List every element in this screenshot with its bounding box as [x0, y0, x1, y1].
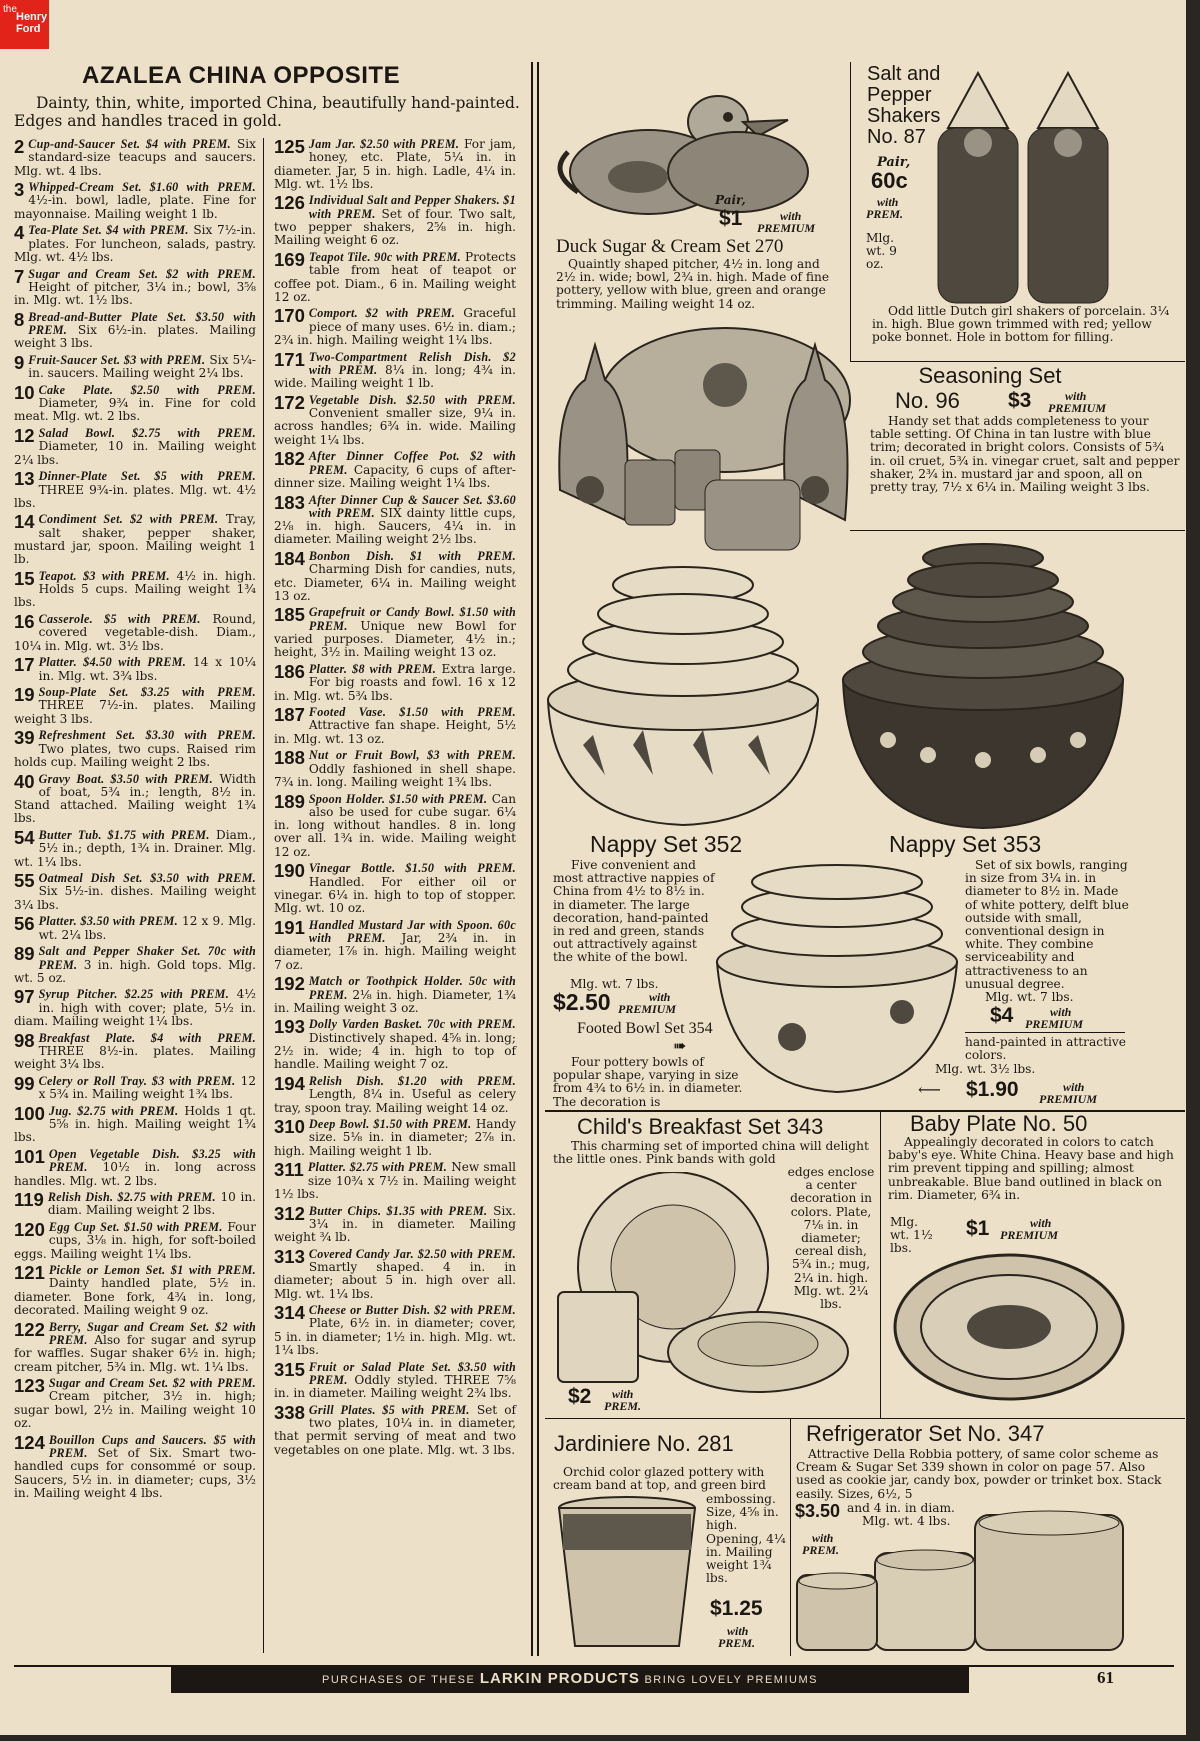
- item-number: 121: [14, 1262, 45, 1284]
- nappy-352-text: Five convenient and most attractive nappies of China from 4½ to 8½ in. in diameter. The large decoration, hand-painted in red and green, stands out attractively against the white of the bowl.: [553, 858, 715, 965]
- catalog-entry: [274, 1161, 516, 1201]
- item-description: Two plates, two cups. Raised rim holds cup. Mailing weight 2 lbs.: [14, 741, 256, 769]
- item-description: Four cups, 3⅛ in. high, for soft-boiled eggs. Mailing weight 1¼ lbs.: [14, 1219, 256, 1261]
- item-heading: Salt and Pepper Shaker Set. 70c with PREM.: [38, 944, 256, 972]
- item-heading: Platter. $4.50 with PREM.: [38, 655, 187, 670]
- item-number: 8: [14, 308, 25, 330]
- item-description: Plate, 6½ in. in diameter; cover, 5 in. in diameter; 1½ in. high. Mlg. wt. 1¼ lbs.: [274, 1316, 516, 1358]
- column-divider: [531, 62, 533, 1656]
- catalog-entry: [274, 790, 516, 859]
- item-heading: Refreshment Set. $3.30 with PREM.: [38, 728, 256, 743]
- item-description: Set of two plates, 10¼ in. in diameter, that permit serving of meat and two vegetables on one plate. Mlg. wt. 3 lbs.: [274, 1402, 516, 1457]
- item-number: 40: [14, 770, 35, 792]
- item-heading: Grapefruit or Candy Bowl. $1.50 with PREM.: [308, 605, 516, 633]
- item-number: 56: [14, 913, 35, 935]
- item-heading: Salad Bowl. $2.75 with PREM.: [38, 426, 256, 441]
- item-heading: Relish Dish. $1.20 with PREM.: [308, 1073, 516, 1088]
- item-description: 12 x 5¾ in. Mailing weight 1¾ lbs.: [38, 1073, 257, 1102]
- divider: [790, 1418, 791, 1656]
- item-number: 312: [274, 1202, 305, 1224]
- item-heading: Bread-and-Butter Plate Set. $3.50 with PREM.: [28, 309, 256, 338]
- item-description: Six standard-size teacups and saucers. Mlg. wt. 4 lbs.: [14, 137, 256, 178]
- duck-text: Quaintly shaped pitcher, 4½ in. long and 2½ in. wide; bowl, 2¾ in. high. Made of fine pottery, yellow with blue, green and orange trimming. Mailing weight 14 oz.: [556, 257, 830, 311]
- item-description: Height of pitcher, 3¼ in.; bowl, 3⅝ in. Mlg. wt. 1½ lbs.: [14, 279, 256, 308]
- item-number: 4: [14, 222, 25, 244]
- item-description: Extra large. For big roasts and fowl. 16 x 12 in. Mlg. wt. 5¾ lbs.: [274, 661, 516, 703]
- item-number: 194: [274, 1072, 305, 1094]
- item-description: THREE 7½-in. plates. Mailing weight 3 lbs.: [14, 698, 256, 726]
- catalog-entry: [274, 248, 516, 304]
- item-heading: Condiment Set. $2 with PREM.: [38, 512, 219, 527]
- item-heading: Footed Vase. $1.50 with PREM.: [308, 705, 516, 720]
- catalog-entry: [14, 1145, 256, 1188]
- item-number: 98: [14, 1029, 35, 1051]
- catalog-entry: [14, 729, 256, 769]
- shakers-text: Odd little Dutch girl shakers of porcelain. 3¼ in. high. Blue gown trimmed with red; yellow poke bonnet. Hole in bottom for filling.: [872, 304, 1170, 345]
- item-description: Can also be used for cube sugar. 6¼ in. long without handles. 8 in. long over all. 1¾ in. wide. Mailing weight 12 oz.: [274, 791, 516, 859]
- catalog-entry: [274, 862, 516, 915]
- catalog-entry: [274, 391, 516, 447]
- item-description: 4½ in. high. Holds 5 cups. Mailing weight 1¾ lbs.: [14, 568, 256, 610]
- nappy-353-title: Nappy Set 353: [889, 831, 1042, 857]
- refrigerator-price: $3.50: [795, 1501, 841, 1521]
- catalog-entry: [14, 1072, 257, 1102]
- catalog-entry: [14, 656, 256, 683]
- item-number: 12: [14, 425, 35, 447]
- item-number: 100: [14, 1102, 45, 1124]
- item-description: Six 6½-in. plates. Mailing weight 3 lbs.: [14, 323, 256, 351]
- item-number: 123: [14, 1375, 45, 1397]
- item-number: 125: [274, 136, 305, 157]
- item-heading: Open Vegetable Dish. $3.25 with PREM.: [48, 1146, 256, 1175]
- column-divider: [537, 62, 539, 1656]
- item-description: Protects table from heat of teapot or coffee pot. Diam., 6 in. Mailing weight 12 oz.: [274, 249, 516, 304]
- divider: [965, 1032, 1125, 1033]
- item-heading: Dinner-Plate Set. $5 with PREM.: [38, 469, 256, 484]
- item-heading: Cheese or Butter Dish. $2 with PREM.: [308, 1303, 516, 1318]
- item-heading: Oatmeal Dish Set. $3.50 with PREM.: [38, 871, 256, 886]
- item-description: Oddly styled. THREE 7⅝ in. in diameter. Mailing weight 2¾ lbs.: [274, 1372, 516, 1401]
- item-heading: Relish Dish. $2.75 with PREM.: [47, 1190, 216, 1205]
- item-description: Six 7½-in. plates. For luncheon, salads, pastry. Mlg. wt. 4½ lbs.: [14, 223, 256, 264]
- catalog-entry: [274, 1304, 516, 1357]
- item-description: 8¼ in. long; 4¾ in. wide. Mailing weight 1 lb.: [274, 362, 516, 391]
- duck-price: $1: [719, 207, 743, 230]
- footed-title: Footed Bowl Set 354: [577, 1020, 713, 1037]
- item-description: Smartly shaped. 4 in. in diameter; about 5 in. high over all. Mlg. wt. 1¼ lbs.: [274, 1259, 516, 1301]
- catalog-entry: [274, 1401, 516, 1457]
- catalog-entry: [14, 872, 256, 912]
- catalog-entry: [274, 138, 516, 191]
- catalog-entry: [274, 1118, 516, 1158]
- item-description: Unique new Bowl for varied purposes. Diameter, 4½ in.; height, 3½ in. Mailing weight 13 oz.: [274, 618, 516, 660]
- item-number: 170: [274, 305, 305, 327]
- divider: [880, 1110, 881, 1418]
- item-number: 2: [14, 136, 25, 157]
- refrigerator-text: Attractive Della Robbia pottery, of same color scheme as Cream & Sugar Set 339 shown in color on page 57. Also used as cookie jar, candy box, powder or trinket box. Stack easily. Sizes, 6½, 5: [796, 1447, 1162, 1501]
- catalog-entry: [14, 427, 256, 467]
- item-description: Six 5¼-in. saucers. Mailing weight 2¼ lbs.: [28, 352, 256, 381]
- item-number: 89: [14, 943, 35, 965]
- item-description: 4½ in. high with cover; plate, 5½ in. diam. Mailing weight 1¼ lbs.: [14, 987, 256, 1029]
- catalog-entry: [14, 224, 256, 264]
- seasoning-price: $3: [1008, 389, 1032, 412]
- item-heading: Breakfast Plate. $4 with PREM.: [38, 1030, 256, 1045]
- catalog-entry: [274, 660, 516, 703]
- item-description: SIX dainty little cups, 2⅛ in. high. Saucers, 4¼ in. in diameter. Mailing weight 2½ lbs.: [274, 505, 516, 547]
- divider: [850, 62, 851, 362]
- shakers-title: Salt and Pepper Shakers No. 87: [867, 63, 941, 148]
- item-heading: Grill Plates. $5 with PREM.: [308, 1402, 470, 1417]
- item-number: 9: [14, 351, 25, 373]
- item-number: 15: [14, 567, 35, 589]
- item-description: 10 in. diam. Mailing weight 2 lbs.: [47, 1190, 256, 1218]
- item-number: 193: [274, 1016, 305, 1038]
- item-description: Cream pitcher, 3½ in. high; sugar bowl, 2½ in. Mailing weight 10 oz.: [14, 1389, 256, 1431]
- item-description: Capacity, 6 cups of after-dinner size. Mailing weight 1¼ lbs.: [274, 462, 516, 490]
- item-description: Round, covered vegetable-dish. Diam., 10¼ in. Mlg. wt. 3½ lbs.: [14, 612, 256, 653]
- item-heading: Two-Compartment Relish Dish. $2 with PREM.: [308, 349, 516, 377]
- catalog-entry: [274, 194, 516, 247]
- item-heading: Deep Bowl. $1.50 with PREM.: [308, 1117, 472, 1132]
- item-description: Handled. For either oil or vinegar. 6¼ in. high to top of stopper. Mlg. wt. 10 oz.: [274, 874, 516, 916]
- item-description: Jar, 2¾ in. in diameter, 1⅞ in. high. Mailing weight 7 oz.: [274, 931, 516, 972]
- item-heading: Cup-and-Saucer Set. $4 with PREM.: [28, 137, 231, 151]
- catalog-entry: [274, 547, 516, 603]
- item-number: 190: [274, 860, 305, 882]
- catalog-entry: [14, 1191, 256, 1218]
- item-number: 55: [14, 870, 35, 892]
- item-description: Convenient smaller size, 9¼ in. across handles; 6¾ in. wide. Mailing weight 1¼ lbs.: [274, 406, 516, 447]
- item-description: 10½ in. long across handles. Mlg. wt. 2 lbs.: [14, 1160, 256, 1188]
- footed-bowl-illustration: [712, 862, 967, 1107]
- item-description: Graceful piece of many uses. 6½ in. diam.; 2¾ in. high. Mailing weight 1¼ lbs.: [274, 306, 517, 348]
- item-number: 39: [14, 727, 35, 749]
- item-heading: Gravy Boat. $3.50 with PREM.: [38, 771, 213, 786]
- item-description: Length, 8¼ in. Useful as celery tray, spoon tray. Mailing weight 14 oz.: [274, 1087, 516, 1115]
- item-description: 14 x 10¼ in. Mlg. wt. 3¾ lbs.: [38, 655, 256, 683]
- item-heading: Fruit-Saucer Set. $3 with PREM.: [28, 352, 206, 367]
- catalog-entry: [14, 567, 256, 610]
- item-number: 338: [274, 1401, 305, 1423]
- item-heading: Match or Toothpick Holder. 50c with PREM.: [308, 974, 516, 1002]
- catalog-entry: [14, 351, 256, 381]
- nappy-353-text: Set of six bowls, ranging in size from 3¼ in. in diameter to 8½ in. Made of white pottery, delft blue outside with small, conventional design in white. They combine serviceability and attractiveness to an unusual degree.: [965, 858, 1129, 991]
- catalog-entry: [274, 749, 516, 789]
- duck-title: Duck Sugar & Cream Set 270: [556, 236, 784, 257]
- item-number: 192: [274, 973, 305, 995]
- catalog-entry: [14, 1431, 256, 1500]
- catalog-entry: [14, 770, 257, 826]
- item-heading: Dolly Varden Basket. 70c with PREM.: [308, 1017, 516, 1032]
- item-description: Distinctively shaped. 4⅝ in. long; 2½ in. wide; 4 in. high to top of handle. Mailing weight 7 oz.: [274, 1030, 516, 1072]
- item-description: Oddly fashioned in shell shape. 7¾ in. long. Mailing weight 1¾ lbs.: [274, 761, 516, 789]
- henry-ford-logo[interactable]: the Henry Ford: [0, 0, 49, 49]
- item-number: 313: [274, 1245, 305, 1267]
- seasoning-text: Handy set that adds completeness to your table setting. Of China in tan lustre with blue trim; decorated in bright colors. Consists of 5¾ in. oil cruet, 5¾ in. vinegar cruet, salt and pepper shaker, 2¾ in. mustard jar and spoon, all on pretty tray, 7½ x 6¼ in. Mailing weight 3 lbs.: [870, 414, 1180, 495]
- item-heading: Cake Plate. $2.50 with PREM.: [38, 382, 256, 397]
- item-heading: Teapot. $3 with PREM.: [38, 568, 170, 583]
- item-description: Attractive fan shape. Height, 5½ in. Mlg. wt. 13 oz.: [274, 718, 516, 746]
- catalog-entry: [14, 988, 256, 1028]
- item-heading: Egg Cup Set. $1.50 with PREM.: [48, 1219, 223, 1234]
- item-heading: After Dinner Coffee Pot. $2 with PREM.: [308, 449, 516, 477]
- refrigerator-set-illustration: [795, 1505, 1130, 1653]
- item-description: 4½-in. bowl, ladle, plate. Fine for mayonnaise. Mailing weight 1 lb.: [14, 193, 256, 221]
- catalog-entry: [14, 381, 256, 424]
- catalog-entry: [274, 606, 516, 659]
- item-number: 101: [14, 1145, 45, 1167]
- item-heading: Jug. $2.75 with PREM.: [48, 1103, 179, 1118]
- catalog-entry: [14, 1029, 256, 1072]
- catalog-entry: [14, 1318, 256, 1374]
- item-description: Diameter, 9¾ in. Fine for cold meat. Mlg. wt. 2 lbs.: [14, 396, 256, 424]
- catalog-entry: [14, 915, 256, 942]
- item-number: 99: [14, 1072, 35, 1094]
- item-number: 188: [274, 747, 305, 769]
- item-description: 12 x 9. Mlg. wt. 2¼ lbs.: [38, 914, 256, 942]
- jardiniere-illustration: [555, 1496, 705, 1651]
- item-heading: Teapot Tile. 90c with PREM.: [308, 249, 461, 264]
- item-description: Tray, salt shaker, pepper shaker, mustard jar, spoon. Mailing weight 1 lb.: [14, 512, 256, 567]
- item-number: 19: [14, 684, 35, 706]
- catalog-page: the Henry Ford AZALEA CHINA OPPOSITE Dainty, thin, white, imported China, beautifully hand-painted. Edges and handles traced in gold. 2 Cup-and-Saucer Set. $4 with PREM. Six standard-size teacups and saucers. Mlg. wt. 4 lbs. 3 Whipped-Cream Set. $1.60 with PREM. 4½-in. bowl, ladle, plate. Fine for mayonnaise. Mailing weight 1 lb. 4 Tea-Plate Set. $4 with PREM. Six 7½-in. plates. For luncheon, salads, pastry. Mlg. wt. 4½ lbs. 7 Sugar and Cream Set. $2 with PREM. Height of pitcher, 3¼ in.; bowl, 3⅝ in. Mlg. wt. 1½ lbs. 8 Bread-and-Butter Plate Set. $3.50 with PREM. Six 6½-in. plates. Mailing weight 3 lbs. 9 Fruit-Saucer Set. $3 with PREM. Six 5¼-in. saucers. Mailing weight 2¼ lbs. 10 Cake Plate. $2.50 with PREM. Diameter, 9¾ in. Fine for cold meat. Mlg. wt. 2 lbs. 12 Salad Bowl. $2.75 with PREM. Diameter, 10 in. Mailing weight 2¼ lbs. 13 Dinner-Plate Set. $5 with PREM. THREE 9¾-in. plates. Mlg. wt. 4½ lbs. 14 Condiment Set. $2 with PREM. Tray, salt shaker, pepper shaker, mustard jar, spoon. Mailing weight 1 lb. 15 Teapot. $3 with PREM. 4½ in. high. Holds 5 cups. Mailing weight 1¾ lbs. 16 Casserole. $5 with PREM. Round, covered vegetable-dish. Diam., 10¼ in. Mlg. wt. 3½ lbs. 17 Platter. $4.50 with PREM. 14 x 10¼ in. Mlg. wt. 3¾ lbs. 19 Soup-Plate Set. $3.25 with PREM. THREE 7½-in. plates. Mailing weight 3 lbs. 39 Refreshment Set. $3.30 with PREM. Two plates, two cups. Raised rim holds cup. Mailing weight 2 lbs. 40 Gravy Boat. $3.50 with PREM. Width of boat, 5¾ in.; length, 8½ in. Stand attached. Mailing weight 1¾ lbs. 54 Butter Tub. $1.75 with PREM. Diam., 5½ in.; depth, 1¾ in. Drainer. Mlg. wt. 1¼ lbs. 55 Oatmeal Dish Set. $3.50 with PREM. Six 5½-in. dishes. Mailing weight 3¼ lbs. 56 Platter. $3.50 with PREM. 12 x 9. Mlg. wt. 2¼ lbs. 89 Salt and Pepper Shaker Set. 70c with PREM. 3 in. high. Gold tops. Mlg. wt. 5 oz. 97 Syrup Pitcher. $2.25 with PREM. 4½ in. high with cover; plate, 5½ in. diam. Mailing weight 1¼ lbs. 98 Breakfast Plate. $4 with PREM. THREE 8½-in. plates. Mailing weight 3¼ lbs. 99 Celery or Roll Tray. $3 with PREM. 12 x 5¾ in. Mailing weight 1¾ lbs. 100 Jug. $2.75 with PREM. Holds 1 qt. 5⅝ in. high. Mailing weight 1¾ lbs. 101 Open Vegetable Dish. $3.25 with PREM. 10½ in. long across handles. Mlg. wt. 2 lbs. 119 Relish Dish. $2.75 with PREM. 10 in. diam. Mailing weight 2 lbs. 120 Egg Cup Set. $1.50 with PREM. Four cups, 3⅛ in. high, for soft-boiled eggs. Mailing weight 1¼ lbs. 121 Pickle or Lemon Set. $1 with PREM. Dainty handled plate, 5½ in. diameter. Bone fork, 4¾ in. long, decorated. Mailing weight 9 oz. 122 Berry, Sugar and Cream Set. $2 with PREM. Also for sugar and syrup for waffles. Sugar shaker 6½ in. high; cream pitcher, 5¾ in. Mlg. wt. 1¼ lbs. 123 Sugar and Cream Set. $2 with PREM. Cream pitcher, 3½ in. high; sugar bowl, 2½ in. Mailing weight 10 oz. 124 Bouillon Cups and Saucers. $5 with PREM. Set of Six. Smart two-handled cups for consommé or soup. Saucers, 5½ in. in diameter; cups, 3½ in. Mailing weight 4 lbs. 125 Jam Jar. $2.50 with PREM. For jam, honey, etc. Plate, 5¼ in. in diameter. Jar, 5 in. high. Ladle, 4¼ in. Mlg. wt. 1½ lbs. 126 Individual Salt and Pepper Shakers. $1 with PREM. Set of four. Two salt, two pepper shakers, 2⅝ in. high. Mailing weight 6 oz. 169 Teapot Tile. 90c with PREM. Protects table from heat of teapot or coffee pot. Diam., 6 in. Mailing weight 12 oz. 170 Comport. $2 with PREM. Graceful piece of many uses. 6½ in. diam.; 2¾ in. high. Mailing weight 1¼ lbs. 171 Two-Compartment Relish Dish. $2 with PREM. 8¼ in. long; 4¾ in. wide. Mailing weight 1 lb. 172 Vegetable Dish. $2.50 with PREM. Convenient smaller size, 9¼ in. across handles; 6¾ in. wide. Mailing weight 1¼ lbs. 182 After Dinner Coffee Pot. $2 with PREM. Capacity, 6 cups of after-dinner size. Mailing weight 1¼ lbs. 183 After Dinner Cup & Saucer Set. $3.60 with PREM. SIX dainty little cups, 2⅛ in. high. Saucers, 4¼ in. in diameter. Mailing weight 2½ lbs. 184 Bonbon Dish. $1 with PREM. Charming Dish for candies, nuts, etc. Diameter, 6¼ in. Mailing weight 13 oz. 185 Grapefruit or Candy Bowl. $1.50 with PREM. Unique new Bowl for varied purposes. Diameter, 4½ in.; height, 3½ in. Mailing weight 13 oz. 186 Platter. $8 with PREM. Extra large. For big roasts and fowl. 16 x 12 in. Mlg. wt. 5¾ lbs. 187 Footed Vase. $1.50 with PREM. Attractive fan shape. Height, 5½ in. Mlg. wt. 13 oz. 188 Nut or Fruit Bowl, $3 with PREM. Oddly fashioned in shell shape. 7¾ in. long. Mailing weight 1¾ lbs. 189 Spoon Holder. $1.50 with PREM. Can also be used for cube sugar. 6¼ in. long without handles. 8 in. long over all. 1¾ in. wide. Mailing weight 12 oz. 190 Vinegar Bottle. $1.50 with PREM. Handled. For either oil or vinegar. 6¼ in. high to top of stopper. Mlg. wt. 10 oz. 191 Handled Mustard Jar with Spoon. 60c with PREM. Jar, 2¾ in. in diameter, 1⅞ in. high. Mailing weight 7 oz. 192 Match or Toothpick Holder. 50c with PREM. 2⅛ in. high. Diameter, 1¾ in. Mailing weight 3 oz. 193 Dolly Varden Basket. 70c with PREM. Distinctively shaped. 4⅝ in. long; 2½ in. wide; 4 in. high to top of handle. Mailing weight 7 oz. 194 Relish Dish. $1.20 with PREM. Length, 8¼ in. Useful as celery tray, spoon tray. Mailing weight 14 oz. 310 Deep Bowl. $1.50 with PREM. Handy size. 5⅛ in. in diameter; 2⅞ in. high. Mailing weight 1 lb. 311 Platter. $2.75 with PREM. New small size 10¾ x 7½ in. Mailing weight 1½ lbs. 312 Butter Chips. $1.35 with PREM. Six. 3¼ in. in diameter. Mailing weight ¾ lb. 313 Covered Candy Jar. $2.50 with PREM. Smartly shaped. 4 in. in diameter; about 5 in. high over all. Mlg. wt. 1¼ lbs. 314 Cheese or Butter Dish. $2 with PREM. Plate, 6½ in. in diameter; cover, 5 in. in diameter; 1½ in. high. Mlg. wt. 1¼ lbs. 315 Fruit or Salad Plate Set. $3.50 with PREM. Oddly styled. THREE 7⅝ in. in diameter. Mailing weight 2¾ lbs. 338 Grill Plates. $5 with PREM. Set of two plates, 10¼ in. in diameter, that permit serving of meat and two vegetables on one plate. Mlg. wt. 3 lbs. Pair, $1 with PREMIUM Duck Sugar & Cream Set 270 Quaintly shaped pitcher, 4½ in. long and 2½ in. wide; bowl, 2¾ in. high. Made of fine pottery, yellow with blue, green and orange trimming. Mailing weight 14 oz. Salt and Pepper Shakers No. 87 Pair, 60c with PREM. Mlg. wt. 9 oz. Odd little Dutch girl shakers of porcelain. 3¼ in. high. Blue gown trimmed with red; yellow poke bonnet. Hole in bottom for filling. Seasoning Set No. 96 $3 with PREMIUM Handy set that adds completeness to your table setting. Of China in tan lustre with blue trim; decorated in bright colors. Consists of 5¾ in. oil cruet, 5¾ in. vinegar cruet, salt and pepper shaker, 2¾ in. mustard jar and spoon, all on pretty tray, 7½ x 6¼ in. Mailing weight 3 lbs. Nappy Set 352 Nappy Set 353 Five convenient and most attractive nappies of China from 4½ to 8½ in. in diameter. The large decoration, hand-painted in red and green, stands out attractively against the white of the bowl. Mlg. wt. 7 lbs. $2.50 with PREMIUM Footed Bowl Set 354 ➠ Four pottery bowls of popular shape, varying in size from 4¾ to 6½ in. in diameter. The decoration is Set of six bowls, ranging in size from 3¼ in. in diameter to 8½ in. Made of white pottery, delft blue outside with small, conventional design in white. They combine serviceability and attractiveness to an unusual degree. Mlg. wt. 7 lbs. $4 with PREMIUM hand-painted in attractive colors. Mlg. wt. 3½ lbs. ⟵ $1.90 with PREMIUM Child's Breakfast Set 343 This charming set of imported china will delight the little ones. Pink bands with gold edges enclose a center decoration in colors. Plate, 7⅛ in. in diameter; cereal dish, 5¾ in.; mug, 2¼ in. high. Mlg. wt. 2¼ lbs. $2 with PREM. Baby Plate No. 50 Appealingly decorated in colors to catch baby's eye. White China. Heavy base and high rim prevent tipping and spilling; almost unbreakable. Blue band outlined in black on rim. Diameter, 6¾ in. Mlg. wt. 1½ lbs. $1 with PREMIUM Jardiniere No. 281 Orchid color glazed pottery with cream band at top, and green bird embossing. Size, 4⅝ in. high. Opening, 4¼ in. Mailing weight 1¾ lbs. $1.25 with PREM. Refrigerator Set No. 347 Attractive Della Robbia pottery, of same color scheme as Cream & Sugar Set 339 shown in color on page 57. Also used as cookie jar, candy box, powder or trinket box. Stack easily. Sizes, 6½, 5 and 4 in. in diam. Mlg. wt. 4 lbs. $3.50 with PREM. PURCHASES OF THESE LARKIN PRODUCTS BRING LOVELY PREMIUMS 61: [0, 0, 1186, 1735]
- item-number: 122: [14, 1318, 45, 1340]
- item-number: 14: [14, 511, 35, 533]
- catalog-entry: [274, 348, 516, 391]
- column-divider: [263, 138, 264, 1653]
- catalog-entry: [274, 975, 516, 1015]
- catalog-entry: [274, 916, 516, 972]
- breakfast-price: $2: [568, 1385, 592, 1408]
- catalog-entry: [14, 181, 256, 221]
- catalog-entry: [14, 265, 256, 308]
- item-heading: After Dinner Cup & Saucer Set. $3.60 with PREM.: [308, 492, 516, 520]
- item-description: Charming Dish for candies, nuts, etc. Diameter, 6¼ in. Mailing weight 13 oz.: [274, 562, 516, 603]
- item-list-column-2: [274, 138, 516, 1460]
- baby-plate-price: $1: [966, 1217, 990, 1240]
- catalog-entry: [14, 1218, 256, 1261]
- item-heading: Comport. $2 with PREM.: [308, 306, 456, 321]
- shakers-price: 60c: [871, 168, 908, 193]
- item-heading: Celery or Roll Tray. $3 with PREM.: [38, 1073, 236, 1088]
- catalog-entry: [274, 1202, 516, 1245]
- item-heading: Sugar and Cream Set. $2 with PREM.: [48, 1376, 256, 1391]
- item-number: 185: [274, 604, 305, 626]
- jardiniere-title: Jardiniere No. 281: [554, 1431, 734, 1456]
- item-number: 187: [274, 704, 305, 726]
- item-heading: Butter Chips. $1.35 with PREM.: [308, 1203, 488, 1218]
- item-heading: Individual Salt and Pepper Shakers. $1 with PREM.: [308, 193, 516, 221]
- item-heading: Butter Tub. $1.75 with PREM.: [38, 828, 210, 842]
- item-number: 182: [274, 448, 305, 470]
- catalog-entry: [14, 1264, 256, 1317]
- item-heading: Vegetable Dish. $2.50 with PREM.: [308, 392, 516, 407]
- item-number: 169: [274, 248, 305, 270]
- item-number: 16: [14, 611, 35, 633]
- item-description: Diameter, 10 in. Mailing weight 2¼ lbs.: [14, 439, 256, 467]
- divider: [850, 361, 1185, 362]
- catalog-entry: [14, 945, 256, 985]
- baby-plate-illustration: [893, 1245, 1125, 1403]
- item-number: 186: [274, 660, 305, 682]
- item-description: 2⅛ in. high. Diameter, 1¾ in. Mailing weight 3 oz.: [274, 987, 516, 1015]
- nappy-352-title: Nappy Set 352: [590, 831, 743, 857]
- item-number: 314: [274, 1302, 305, 1324]
- item-list-column-1: [14, 138, 256, 1503]
- item-number: 97: [14, 986, 35, 1008]
- item-heading: Whipped-Cream Set. $1.60 with PREM.: [28, 180, 256, 195]
- item-number: 184: [274, 547, 305, 569]
- item-heading: Soup-Plate Set. $3.25 with PREM.: [38, 685, 256, 700]
- item-number: 120: [14, 1218, 45, 1240]
- item-description: Set of Six. Smart two-handled cups for consommé or soup. Saucers, 5½ in. in diameter; cups, 3½ in. Mailing weight 4 lbs.: [14, 1445, 256, 1500]
- catalog-entry: [274, 1018, 516, 1071]
- jardiniere-text: Orchid color glazed pottery with cream band at top, and green bird: [553, 1465, 766, 1493]
- seasoning-set-illustration: [545, 320, 863, 560]
- nappy-352-price: $2.50: [553, 989, 611, 1015]
- item-heading: Handled Mustard Jar with Spoon. 60c with PREM.: [308, 917, 516, 946]
- catalog-entry: [274, 491, 516, 547]
- catalog-entry: [14, 470, 256, 510]
- dutch-girl-shakers-illustration: [928, 68, 1128, 308]
- item-description: Dainty handled plate, 5½ in. diameter. Bone fork, 4¾ in. long, decorated. Mailing weight 9 oz.: [14, 1276, 256, 1318]
- footed-text: Four pottery bowls of popular shape, varying in size from 4¾ to 6½ in. in diameter. The decoration is: [553, 1055, 743, 1109]
- item-description: Holds 1 qt. 5⅝ in. high. Mailing weight 1¾ lbs.: [14, 1103, 256, 1145]
- item-number: 171: [274, 348, 305, 370]
- baby-plate-title: Baby Plate No. 50: [910, 1111, 1088, 1136]
- item-heading: Jam Jar. $2.50 with PREM.: [308, 137, 460, 151]
- item-heading: Bonbon Dish. $1 with PREM.: [308, 548, 516, 563]
- item-number: 10: [14, 381, 35, 403]
- item-number: 311: [274, 1159, 304, 1181]
- catalog-entry: [274, 307, 516, 347]
- item-heading: Syrup Pitcher. $2.25 with PREM.: [38, 987, 230, 1002]
- item-heading: Vinegar Bottle. $1.50 with PREM.: [308, 861, 516, 876]
- item-description: Diam., 5½ in.; depth, 1¾ in. Drainer. Mlg. wt. 1¼ lbs.: [14, 828, 256, 869]
- breakfast-set-illustration: [553, 1172, 853, 1412]
- item-heading: Platter. $8 with PREM.: [308, 661, 437, 676]
- item-number: 310: [274, 1116, 305, 1138]
- footed-price: $1.90: [966, 1078, 1019, 1101]
- catalog-entry: [274, 450, 516, 490]
- breakfast-text: This charming set of imported china will delight the little ones. Pink bands with gold: [553, 1139, 869, 1167]
- catalog-entry: [274, 1072, 516, 1115]
- item-description: New small size 10¾ x 7½ in. Mailing weight 1½ lbs.: [274, 1160, 516, 1201]
- item-heading: Platter. $3.50 with PREM.: [38, 914, 178, 929]
- item-number: 13: [14, 468, 35, 490]
- catalog-entry: [274, 706, 516, 746]
- catalog-entry: [14, 613, 256, 653]
- nappy-353-illustration: [838, 540, 1128, 830]
- item-description: Six. 3¼ in. in diameter. Mailing weight ¾ lb.: [274, 1203, 516, 1245]
- item-heading: Tea-Plate Set. $4 with PREM.: [28, 223, 189, 238]
- catalog-entry: [14, 513, 256, 566]
- nappy-353-price: $4: [990, 1004, 1014, 1027]
- item-heading: Nut or Fruit Bowl, $3 with PREM.: [308, 748, 516, 763]
- divider: [850, 530, 1185, 531]
- item-number: 183: [274, 491, 305, 513]
- catalog-entry: [14, 686, 256, 726]
- catalog-entry: [14, 308, 256, 351]
- item-description: Set of four. Two salt, two pepper shakers, 2⅝ in. high. Mailing weight 6 oz.: [274, 206, 516, 248]
- item-description: 3 in. high. Gold tops. Mlg. wt. 5 oz.: [14, 957, 256, 985]
- item-number: 3: [14, 179, 25, 201]
- jardiniere-price: $1.25: [710, 1597, 763, 1620]
- item-heading: Bouillon Cups and Saucers. $5 with PREM.: [48, 1432, 256, 1460]
- item-number: 126: [274, 192, 305, 214]
- seasoning-title: Seasoning Set: [918, 363, 1062, 388]
- refrigerator-title: Refrigerator Set No. 347: [806, 1421, 1045, 1446]
- item-description: THREE 9¾-in. plates. Mlg. wt. 4½ lbs.: [14, 482, 256, 510]
- item-heading: Fruit or Salad Plate Set. $3.50 with PREM.: [308, 1359, 516, 1387]
- item-number: 119: [14, 1189, 44, 1211]
- item-heading: Berry, Sugar and Cream Set. $2 with PREM.: [48, 1319, 256, 1347]
- page-title: AZALEA CHINA OPPOSITE: [82, 62, 401, 89]
- item-description: Also for sugar and syrup for waffles. Sugar shaker 6½ in. high; cream pitcher, 5¾ in. Mlg. wt. 1¼ lbs.: [14, 1332, 256, 1374]
- item-number: 17: [14, 654, 35, 676]
- intro-text: Dainty, thin, white, imported China, beautifully hand-painted. Edges and handles traced in gold.: [14, 94, 520, 130]
- item-number: 54: [14, 827, 35, 848]
- item-number: 172: [274, 391, 305, 413]
- item-description: THREE 8½-in. plates. Mailing weight 3¼ lbs.: [14, 1043, 256, 1072]
- item-number: 7: [14, 265, 25, 287]
- catalog-entry: [274, 1358, 516, 1401]
- baby-plate-text: Appealingly decorated in colors to catch baby's eye. White China. Heavy base and high rim prevent tipping and spilling; almost unbreakable. Blue band outlined in black on rim. Diameter, 6¾ in.: [888, 1135, 1174, 1202]
- item-description: Handy size. 5⅛ in. in diameter; 2⅞ in. high. Mailing weight 1 lb.: [274, 1117, 517, 1158]
- item-heading: Covered Candy Jar. $2.50 with PREM.: [308, 1246, 516, 1261]
- item-heading: Platter. $2.75 with PREM.: [307, 1160, 448, 1175]
- catalog-entry: [14, 1377, 256, 1430]
- item-description: Six 5½-in. dishes. Mailing weight 3¼ lbs.: [14, 884, 256, 912]
- divider: [545, 1418, 1185, 1419]
- item-description: Width of boat, 5¾ in.; length, 8½ in. Stand attached. Mailing weight 1¾ lbs.: [14, 771, 257, 826]
- nappy-352-illustration: [543, 560, 833, 830]
- item-number: 124: [14, 1431, 45, 1453]
- item-heading: Casserole. $5 with PREM.: [38, 612, 201, 627]
- item-number: 191: [274, 916, 305, 938]
- footer-banner: PURCHASES OF THESE LARKIN PRODUCTS BRING LOVELY PREMIUMS: [171, 1665, 969, 1693]
- item-heading: Spoon Holder. $1.50 with PREM.: [308, 791, 488, 806]
- item-number: 315: [274, 1358, 305, 1380]
- item-description: For jam, honey, etc. Plate, 5¼ in. in diameter. Jar, 5 in. high. Ladle, 4¼ in. Mlg. wt. 1½ lbs.: [274, 137, 516, 191]
- page-number: 61: [1097, 1668, 1114, 1687]
- item-heading: Sugar and Cream Set. $2 with PREM.: [28, 266, 256, 281]
- item-heading: Pickle or Lemon Set. $1 with PREM.: [48, 1263, 256, 1278]
- divider: [545, 1110, 1185, 1112]
- catalog-entry: [14, 829, 256, 869]
- catalog-entry: [274, 1245, 516, 1301]
- item-number: 189: [274, 790, 305, 812]
- catalog-entry: [14, 1102, 256, 1145]
- breakfast-title: Child's Breakfast Set 343: [577, 1114, 824, 1139]
- catalog-entry: [14, 138, 256, 178]
